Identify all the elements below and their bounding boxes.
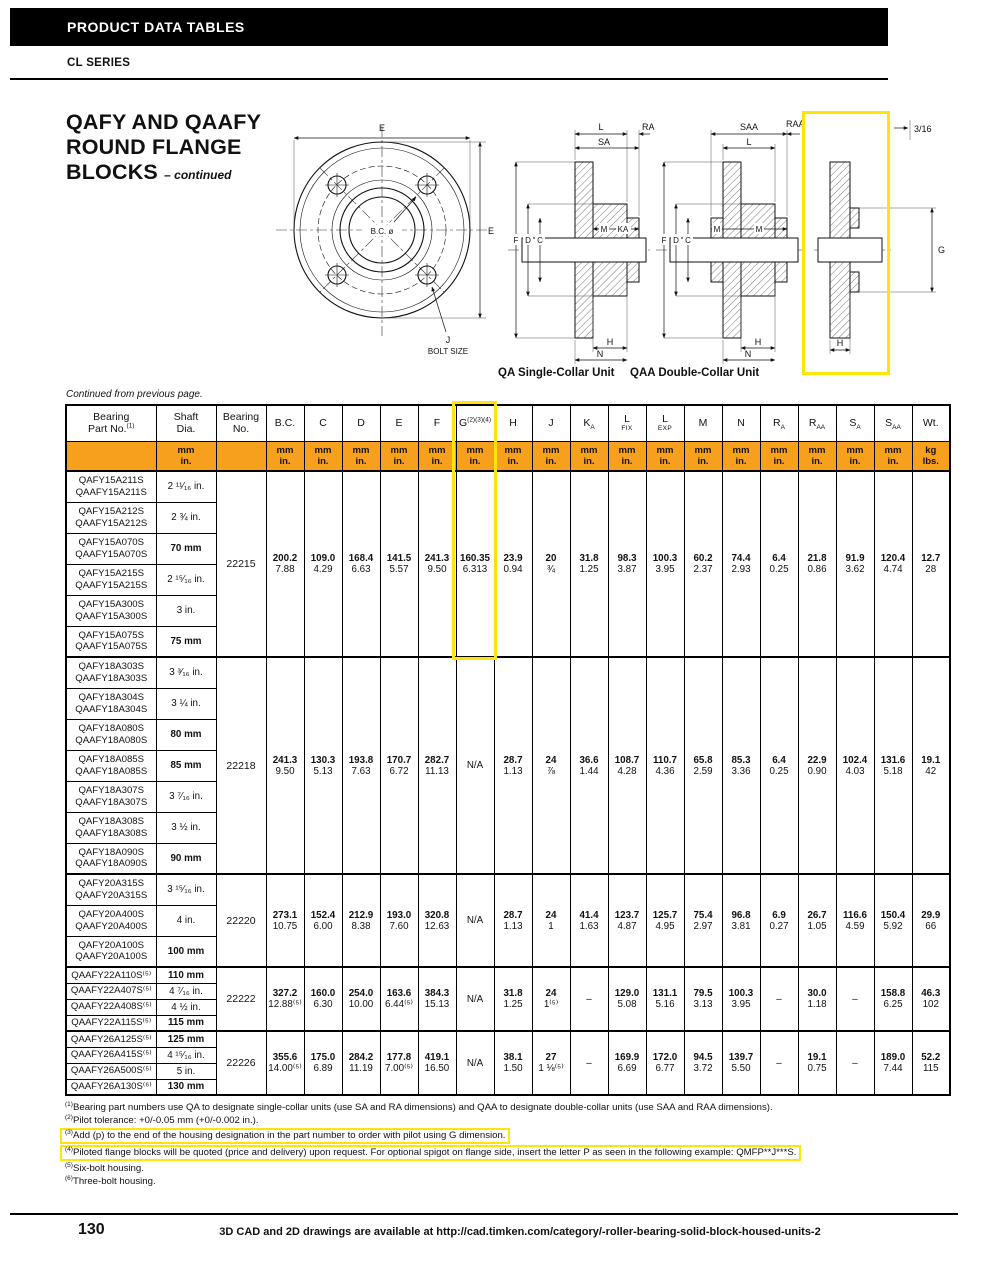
bolt-size-label: BOLT SIZE [427,347,469,356]
part-number-cell: QAFY15A211S QAAFY15A211S [66,471,156,502]
value-cell-bc: 327.2 12.88⁽⁵⁾ [266,967,304,1031]
value-cell-lexp: 110.7 4.36 [646,657,684,874]
technical-drawings [270,100,960,390]
dim-label-d-double: D [673,236,679,245]
dim-label-sa: SA [597,137,611,147]
value-cell-d: 193.8 7.63 [342,657,380,874]
value-cell-d: 254.0 10.00 [342,967,380,1031]
value-cell-raa: 19.1 0.75 [798,1031,836,1095]
value-cell-d: 212.9 8.38 [342,874,380,967]
col-header-wt: Wt. [912,405,950,441]
shaft-dia-cell: 75 mm [156,626,216,657]
value-cell-ka: – [570,967,608,1031]
value-cell-c: 109.0 4.29 [304,471,342,657]
value-cell-c: 152.4 6.00 [304,874,342,967]
unit-cell-saa: mm in. [874,441,912,471]
value-cell-j: 27 1 ⅛⁽⁵⁾ [532,1031,570,1095]
value-cell-ka: 36.6 1.44 [570,657,608,874]
shaft-dia-cell: 4 ¹⁵⁄₁₆ in. [156,1047,216,1063]
value-cell-d: 284.2 11.19 [342,1031,380,1095]
part-number-cell: QAFY20A100S QAAFY20A100S [66,936,156,967]
value-cell-bc: 241.3 9.50 [266,657,304,874]
dim-label-l-single: L [598,122,604,132]
part-number-cell: QAAFY26A125S⁽⁵⁾ [66,1031,156,1047]
value-cell-saa: 131.6 5.18 [874,657,912,874]
shaft-dia-cell: 100 mm [156,936,216,967]
unit-cell-h: mm in. [494,441,532,471]
value-cell-m: 65.8 2.59 [684,657,722,874]
shaft-dia-cell: 2 ¹⁵⁄₁₆ in. [156,564,216,595]
value-cell-e: 170.7 6.72 [380,657,418,874]
value-cell-j: 20 ¾ [532,471,570,657]
value-cell-saa: 158.8 6.25 [874,967,912,1031]
value-cell-lexp: 131.1 5.16 [646,967,684,1031]
value-cell-g: N/A [456,1031,494,1095]
value-cell-wt: 46.3 102 [912,967,950,1031]
product-data-table [65,404,951,1096]
unit-cell-shaft: mm in. [156,441,216,471]
part-number-cell: QAAFY22A115S⁽⁵⁾ [66,1015,156,1031]
page-title [66,110,261,188]
title-continued: – continued [164,168,232,182]
part-number-cell: QAFY18A304S QAAFY18A304S [66,688,156,719]
shaft-dia-cell: 80 mm [156,719,216,750]
bearing-no-cell: 22222 [216,967,266,1031]
bearing-no-cell: 22220 [216,874,266,967]
page-number: 130 [78,1221,105,1238]
shaft-dia-cell: 110 mm [156,967,216,983]
value-cell-sa: – [836,967,874,1031]
shaft-dia-cell: 3 ½ in. [156,812,216,843]
dim-label-h-double: H [754,337,762,347]
qaa-double-collar-section [656,119,805,364]
shaft-dia-cell: 3 ⁷⁄₁₆ in. [156,781,216,812]
dim-label-m1-double: M [713,225,721,234]
value-cell-f: 419.1 16.50 [418,1031,456,1095]
shaft-dia-cell: 4 ⁷⁄₁₆ in. [156,983,216,999]
value-cell-n: 74.4 2.93 [722,471,760,657]
value-cell-g: N/A [456,874,494,967]
table-row [66,874,950,905]
value-cell-lfix: 108.7 4.28 [608,657,646,874]
value-cell-e: 177.8 7.00⁽⁵⁾ [380,1031,418,1095]
value-cell-n: 100.3 3.95 [722,967,760,1031]
value-cell-lfix: 129.0 5.08 [608,967,646,1031]
value-cell-ra: 6.4 0.25 [760,471,798,657]
col-header-j: J [532,405,570,441]
value-cell-lfix: 123.7 4.87 [608,874,646,967]
value-cell-g: N/A [456,657,494,874]
dim-label-d-single: D [525,236,531,245]
value-cell-c: 175.0 6.89 [304,1031,342,1095]
value-cell-lfix: 169.9 6.69 [608,1031,646,1095]
part-number-cell: QAAFY26A415S⁽⁵⁾ [66,1047,156,1063]
value-cell-wt: 52.2 115 [912,1031,950,1095]
col-header-saa: $S_{AA}$ [874,405,912,441]
header-divider [10,78,888,80]
bearing-no-cell: 22226 [216,1031,266,1095]
part-number-cell: QAAFY26A500S⁽⁵⁾ [66,1063,156,1079]
unit-cell-part [66,441,156,471]
value-cell-wt: 19.1 42 [912,657,950,874]
value-cell-c: 160.0 6.30 [304,967,342,1031]
value-cell-ka: – [570,1031,608,1095]
dim-label-m2-double: M [755,225,763,234]
dim-label-pilot-gap: 3/16 [914,124,932,134]
value-cell-e: 163.6 6.44⁽⁵⁾ [380,967,418,1031]
unit-cell-wt: kg lbs. [912,441,950,471]
unit-cell-ka: mm in. [570,441,608,471]
table-units-row [66,441,950,471]
value-cell-raa: 30.0 1.18 [798,967,836,1031]
value-cell-h: 28.7 1.13 [494,657,532,874]
dim-label-h-single: H [606,337,614,347]
table-row [66,967,950,983]
part-number-cell: QAFY18A307S QAAFY18A307S [66,781,156,812]
footnotes [65,1101,960,1188]
dim-label-raa: RAA [786,119,805,129]
value-cell-f: 282.7 11.13 [418,657,456,874]
value-cell-lfix: 98.3 3.87 [608,471,646,657]
unit-cell-e: mm in. [380,441,418,471]
shaft-dia-cell: 2 ¾ in. [156,502,216,533]
shaft-dia-cell: 130 mm [156,1079,216,1095]
col-header-c: C [304,405,342,441]
value-cell-e: 193.0 7.60 [380,874,418,967]
bearing-no-cell: 22218 [216,657,266,874]
value-cell-n: 85.3 3.36 [722,657,760,874]
value-cell-m: 60.2 2.37 [684,471,722,657]
part-number-cell: QAFY15A075S QAAFY15A075S [66,626,156,657]
part-number-cell: QAAFY26A130S⁽⁶⁾ [66,1079,156,1095]
shaft-dia-cell: 3 ¹⁵⁄₁₆ in. [156,874,216,905]
value-cell-c: 130.3 5.13 [304,657,342,874]
part-number-cell: QAFY15A070S QAAFY15A070S [66,533,156,564]
value-cell-sa: 102.4 4.03 [836,657,874,874]
value-cell-saa: 120.4 4.74 [874,471,912,657]
title-line-2: ROUND FLANGE [66,135,242,159]
dim-label-m-single: M [600,225,608,234]
pilot-flange-detail [814,120,945,354]
part-number-cell: QAFY18A308S QAAFY18A308S [66,812,156,843]
data-table-wrap [65,404,951,1096]
col-header-lexp: L EXP [646,405,684,441]
unit-cell-bc: mm in. [266,441,304,471]
shaft-dia-cell: 3 in. [156,595,216,626]
part-number-cell: QAFY18A303S QAAFY18A303S [66,657,156,688]
table-row [66,1031,950,1047]
caption-single-collar: QA Single-Collar Unit [498,367,615,379]
value-cell-wt: 29.9 66 [912,874,950,967]
shaft-dia-cell: 5 in. [156,1063,216,1079]
shaft-dia-cell: 2 ¹¹⁄₁₆ in. [156,471,216,502]
dim-label-ka: KA [617,225,629,234]
part-number-cell: QAAFY22A408S⁽⁵⁾ [66,999,156,1015]
value-cell-j: 24 ⅞ [532,657,570,874]
part-number-cell: QAFY18A080S QAAFY18A080S [66,719,156,750]
footer-text: 3D CAD and 2D drawings are available at http://cad.timken.com/category/-roller-bearing-solid-block-housed-units-2 [219,1226,821,1238]
value-cell-lexp: 100.3 3.95 [646,471,684,657]
value-cell-m: 75.4 2.97 [684,874,722,967]
unit-cell-g: mm in. [456,441,494,471]
col-header-bno: Bearing No. [216,405,266,441]
part-number-cell: QAAFY22A110S⁽⁵⁾ [66,967,156,983]
value-cell-e: 141.5 5.57 [380,471,418,657]
table-row [66,471,950,502]
value-cell-ra: – [760,967,798,1031]
value-cell-h: 28.7 1.13 [494,874,532,967]
value-cell-ka: 41.4 1.63 [570,874,608,967]
col-header-bc: B.C. [266,405,304,441]
title-line-3-text: BLOCKS [66,160,158,184]
part-number-cell: QAFY20A400S QAAFY20A400S [66,905,156,936]
dim-label-f-single: F [513,236,519,245]
value-cell-raa: 26.7 1.05 [798,874,836,967]
unit-cell-d: mm in. [342,441,380,471]
part-number-cell: QAAFY22A407S⁽⁵⁾ [66,983,156,999]
value-cell-wt: 12.7 28 [912,471,950,657]
value-cell-j: 24 1 [532,874,570,967]
qa-single-collar-section [508,122,655,364]
value-cell-sa: – [836,1031,874,1095]
footnote-5: $^{(5)}$Six-bolt housing. [65,1161,144,1174]
value-cell-sa: 91.9 3.62 [836,471,874,657]
shaft-dia-cell: 4 ½ in. [156,999,216,1015]
dim-label-g: G [938,245,946,255]
col-header-part: Bearing Part No.$^{(1)}$ [66,405,156,441]
value-cell-ra: 6.4 0.25 [760,657,798,874]
value-cell-saa: 150.4 5.92 [874,874,912,967]
bearing-no-cell: 22215 [216,471,266,657]
part-number-cell: QAFY18A085S QAAFY18A085S [66,750,156,781]
dim-label-e-right: E [488,226,495,236]
footnote-3: $^{(3)}$Add (p) to the end of the housing designation in the part number to order with pilot using G dimension. [60,1128,510,1144]
shaft-dia-cell: 70 mm [156,533,216,564]
unit-cell-m: mm in. [684,441,722,471]
table-row [66,657,950,688]
col-header-raa: $R_{AA}$ [798,405,836,441]
col-header-m: M [684,405,722,441]
dim-label-j: J [445,335,451,345]
unit-cell-c: mm in. [304,441,342,471]
value-cell-n: 139.7 5.50 [722,1031,760,1095]
shaft-dia-cell: 4 in. [156,905,216,936]
title-line-1: QAFY AND QAAFY [66,110,262,134]
part-number-cell: QAFY20A315S QAAFY20A315S [66,874,156,905]
value-cell-bc: 355.6 14.00⁽⁵⁾ [266,1031,304,1095]
value-cell-ra: 6.9 0.27 [760,874,798,967]
col-header-lfix: L FIX [608,405,646,441]
part-number-cell: QAFY15A215S QAAFY15A215S [66,564,156,595]
part-number-cell: QAFY15A212S QAAFY15A212S [66,502,156,533]
unit-cell-bno [216,441,266,471]
value-cell-bc: 200.2 7.88 [266,471,304,657]
shaft-dia-cell: 3 ³⁄₁₆ in. [156,657,216,688]
value-cell-f: 241.3 9.50 [418,471,456,657]
dim-label-saa: SAA [739,122,759,132]
unit-cell-j: mm in. [532,441,570,471]
shaft-dia-cell: 90 mm [156,843,216,874]
value-cell-g: N/A [456,967,494,1031]
shaft-dia-cell: 125 mm [156,1031,216,1047]
col-header-shaft: Shaft Dia. [156,405,216,441]
part-number-cell: QAFY15A300S QAAFY15A300S [66,595,156,626]
shaft-dia-cell: 3 ¼ in. [156,688,216,719]
footnote-2: $^{(2)}$Pilot tolerance: +0/-0.05 mm (+0/-0.002 in.). [65,1113,259,1126]
value-cell-lexp: 172.0 6.77 [646,1031,684,1095]
dim-label-f-double: F [661,236,667,245]
value-cell-saa: 189.0 7.44 [874,1031,912,1095]
dim-label-h-pilot: H [836,338,844,348]
col-header-h: H [494,405,532,441]
unit-cell-sa: mm in. [836,441,874,471]
value-cell-h: 23.9 0.94 [494,471,532,657]
col-header-f: F [418,405,456,441]
bolt-circle-label: B.C. ø [370,227,394,236]
value-cell-bc: 273.1 10.75 [266,874,304,967]
unit-cell-n: mm in. [722,441,760,471]
continued-note: Continued from previous page. [66,389,203,400]
part-number-cell: QAFY18A090S QAAFY18A090S [66,843,156,874]
footnote-4: $^{(4)}$Piloted flange blocks will be quoted (price and delivery) upon request. For optional spigot on flange side, insert the letter P as seen in the following example: QMFP**J***S. [60,1145,801,1161]
dim-label-e-top: E [378,123,386,133]
page-header-title: PRODUCT DATA TABLES [67,19,245,35]
value-cell-n: 96.8 3.81 [722,874,760,967]
footnote-6: $^{(6)}$Three-bolt housing. [65,1174,156,1187]
value-cell-f: 384.3 15.13 [418,967,456,1031]
shaft-dia-cell: 115 mm [156,1015,216,1031]
col-header-sa: $S_A$ [836,405,874,441]
value-cell-lexp: 125.7 4.95 [646,874,684,967]
footer-divider [10,1213,958,1215]
value-cell-d: 168.4 6.63 [342,471,380,657]
unit-cell-f: mm in. [418,441,456,471]
dim-label-n-double: N [744,349,752,359]
value-cell-ka: 31.8 1.25 [570,471,608,657]
col-header-n: N [722,405,760,441]
dim-label-c-double: C [685,236,691,245]
unit-cell-lfix: mm in. [608,441,646,471]
table-header-row [66,405,950,441]
value-cell-f: 320.8 12.63 [418,874,456,967]
title-line-3 [66,160,261,188]
dim-label-c-single: C [537,236,543,245]
unit-cell-ra: mm in. [760,441,798,471]
page-header-bar [10,8,888,46]
col-header-ra: $R_A$ [760,405,798,441]
flange-front-view [276,123,494,356]
col-header-e: E [380,405,418,441]
value-cell-raa: 21.8 0.86 [798,471,836,657]
footnote-1: $^{(1)}$Bearing part numbers use QA to designate single-collar units (use SA and RA dimensions) and QAA to designate double-collar units (use SAA and RAA dimensions). [65,1100,773,1113]
value-cell-raa: 22.9 0.90 [798,657,836,874]
value-cell-m: 94.5 3.72 [684,1031,722,1095]
col-header-g: $G^{(2)(3)(4)}$ [456,405,494,441]
dim-label-ra: RA [642,122,655,132]
dim-label-l-double: L [746,137,752,147]
caption-double-collar: QAA Double-Collar Unit [630,367,760,379]
series-label: CL SERIES [67,57,131,69]
unit-cell-lexp: mm in. [646,441,684,471]
value-cell-h: 31.8 1.25 [494,967,532,1031]
value-cell-sa: 116.6 4.59 [836,874,874,967]
col-header-ka: $K_A$ [570,405,608,441]
value-cell-ra: – [760,1031,798,1095]
dim-label-n-single: N [596,349,604,359]
value-cell-m: 79.5 3.13 [684,967,722,1031]
shaft-dia-cell: 85 mm [156,750,216,781]
value-cell-g: 160.35 6.313 [456,471,494,657]
value-cell-h: 38.1 1.50 [494,1031,532,1095]
col-header-d: D [342,405,380,441]
unit-cell-raa: mm in. [798,441,836,471]
value-cell-j: 24 1⁽⁵⁾ [532,967,570,1031]
